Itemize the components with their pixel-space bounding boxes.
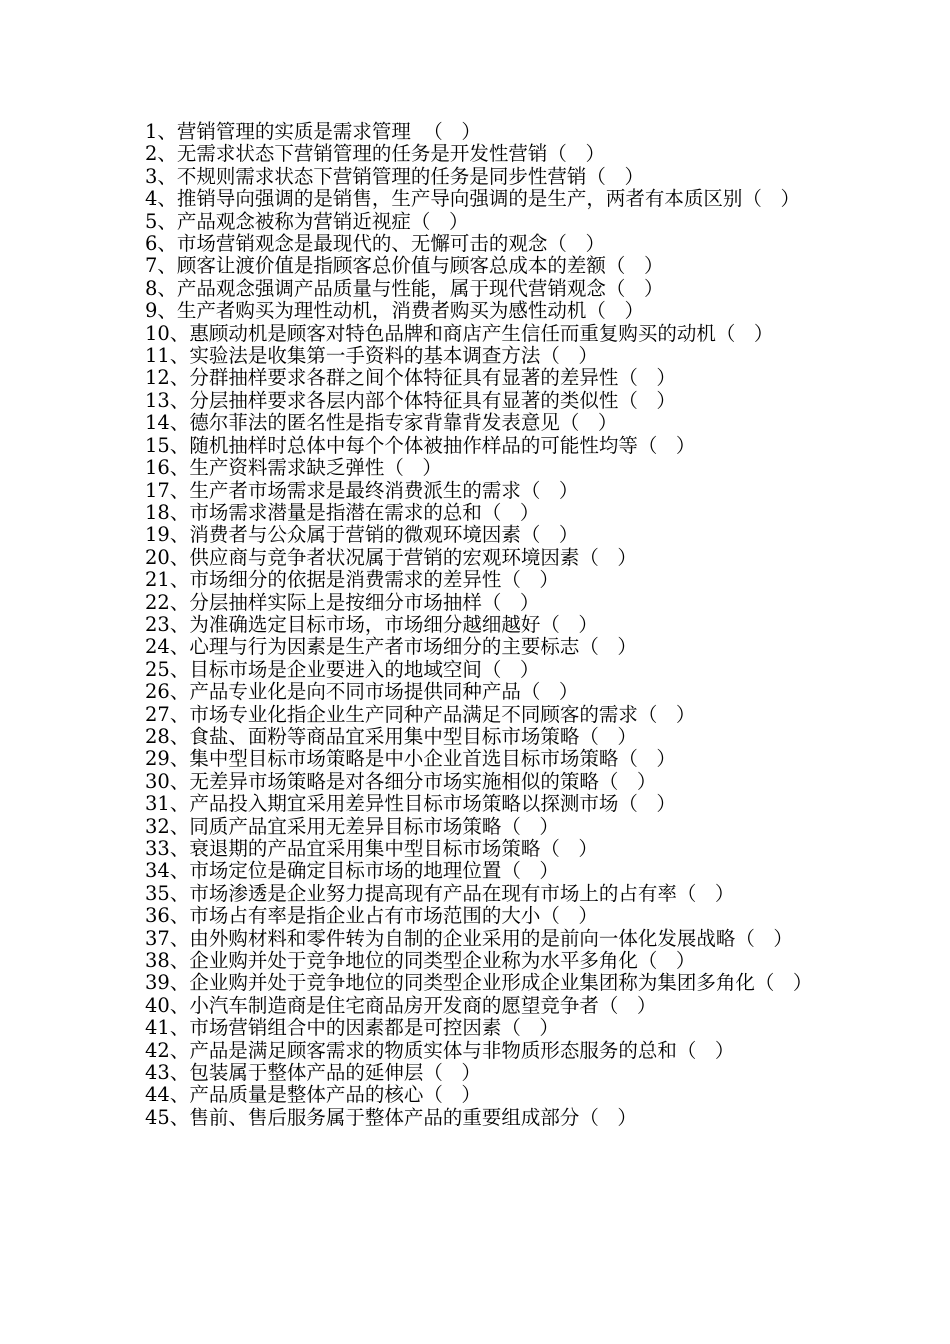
question-item: 43、包装属于整体产品的延伸层（ ） [145,1061,481,1085]
question-item: 44、产品质量是整体产品的核心（ ） [145,1083,481,1107]
question-item: 35、市场渗透是企业努力提高现有产品在现有市场上的占有率（ ） [145,881,735,905]
question-item: 29、集中型目标市场策略是中小企业首选目标市场策略（ ） [145,747,676,771]
question-item: 26、产品专业化是向不同市场提供同种产品（ ） [145,680,579,704]
question-item: 6、市场营销观念是最现代的、无懈可击的观念（ ） [145,232,606,256]
question-item: 12、分群抽样要求各群之间个体特征具有显著的差异性（ ） [145,366,676,390]
question-item: 45、售前、售后服务属于整体产品的重要组成部分（ ） [145,1105,637,1129]
question-item: 36、市场占有率是指企业占有市场范围的大小（ ） [145,904,598,928]
question-item: 17、生产者市场需求是最终消费派生的需求（ ） [145,478,579,502]
question-list [145,121,813,1129]
question-item: 40、小汽车制造商是住宅商品房开发商的愿望竞争者（ ） [145,993,657,1017]
question-item: 18、市场需求潜量是指潜在需求的总和（ ） [145,500,540,524]
question-item: 16、生产资料需求缺乏弹性（ ） [145,456,442,480]
question-item: 8、产品观念强调产品质量与性能，属于现代营销观念（ ） [145,276,664,300]
question-item: 41、市场营销组合中的因素都是可控因素（ ） [145,1016,559,1040]
question-item: 24、心理与行为因素是生产者市场细分的主要标志（ ） [145,635,637,659]
question-item: 20、供应商与竞争者状况属于营销的宏观环境因素（ ） [145,545,637,569]
question-item: 37、由外购材料和零件转为自制的企业采用的是前向一体化发展战略（ ） [145,926,793,950]
question-item: 25、目标市场是企业要进入的地域空间（ ） [145,657,540,681]
question-item: 30、无差异市场策略是对各细分市场实施相似的策略（ ） [145,769,657,793]
question-item: 31、产品投入期宜采用差异性目标市场策略以探测市场（ ） [145,792,676,816]
question-item: 7、顾客让渡价值是指顾客总价值与顾客总成本的差额（ ） [145,254,664,278]
question-item: 14、德尔菲法的匿名性是指专家背靠背发表意见（ ） [145,411,618,435]
question-item: 4、推销导向强调的是销售，生产导向强调的是生产，两者有本质区别（ ） [145,187,801,211]
question-item: 10、惠顾动机是顾客对特色品牌和商店产生信任而重复购买的动机（ ） [145,321,774,345]
question-item: 1、营销管理的实质是需求管理 （ ） [145,120,481,143]
question-item: 19、消费者与公众属于营销的微观环境因素（ ） [145,523,579,547]
question-item: 32、同质产品宜采用无差异目标市场策略（ ） [145,814,559,838]
question-item: 11、实验法是收集第一手资料的基本调查方法（ ） [145,344,598,368]
question-item: 13、分层抽样要求各层内部个体特征具有显著的类似性（ ） [145,388,676,412]
question-item: 22、分层抽样实际上是按细分市场抽样（ ） [145,590,540,614]
question-item: 27、市场专业化指企业生产同种产品满足不同顾客的需求（ ） [145,702,696,726]
question-item: 9、生产者购买为理性动机，消费者购买为感性动机（ ） [145,299,645,323]
question-item: 15、随机抽样时总体中每个个体被抽作样品的可能性均等（ ） [145,433,696,457]
question-item: 5、产品观念被称为营销近视症（ ） [145,209,469,233]
question-item: 33、衰退期的产品宜采用集中型目标市场策略（ ） [145,837,598,860]
question-item: 23、为准确选定目标市场，市场细分越细越好（ ） [145,612,598,636]
question-item: 3、不规则需求状态下营销管理的任务是同步性营销（ ） [145,164,645,188]
question-item: 38、企业购并处于竞争地位的同类型企业称为水平多角化（ ） [145,949,696,973]
question-item: 28、食盐、面粉等商品宜采用集中型目标市场策略（ ） [145,724,637,748]
question-item: 42、产品是满足顾客需求的物质实体与非物质形态服务的总和（ ） [145,1038,735,1062]
question-item: 21、市场细分的依据是消费需求的差异性（ ） [145,568,559,592]
question-item: 2、无需求状态下营销管理的任务是开发性营销（ ） [145,142,606,166]
question-item: 34、市场定位是确定目标市场的地理位置（ ） [145,859,559,883]
question-item: 39、企业购并处于竞争地位的同类型企业形成企业集团称为集团多角化（ ） [145,971,813,995]
